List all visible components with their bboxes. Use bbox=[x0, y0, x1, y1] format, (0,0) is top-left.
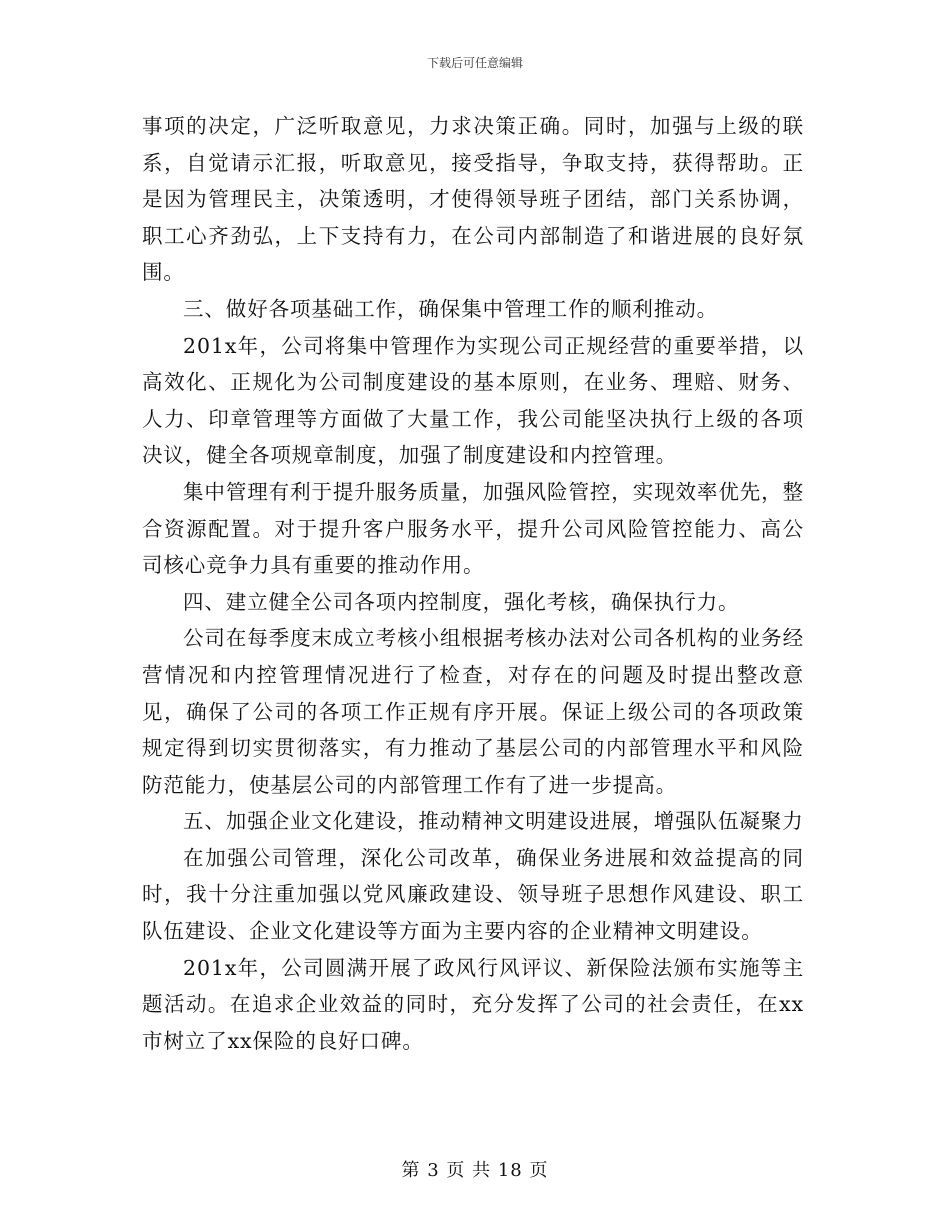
section-heading-4: 四、建立健全公司各项内控制度，强化考核，确保执行力。 bbox=[183, 589, 740, 614]
paragraph: 公司在每季度末成立考核小组根据考核办法对公司各机构的业务经营情况和内控管理情况进行了检查，对存在的问题及时提出整改意见，确保了公司的各项工作正规有序开展。保证上级公司的各项政策规定得到切实贯彻落实，有力推动了基层公司的内部管理水平和风险防范能力，使基层公司的内部管理工作有了进一步提高。 bbox=[142, 626, 804, 797]
paragraph: 集中管理有利于提升服务质量，加强风险管控，实现效率优先，整合资源配置。对于提升客户服务水平，提升公司风险管控能力、高公司核心竞争力具有重要的推动作用。 bbox=[142, 479, 804, 578]
section-heading-3: 三、做好各项基础工作，确保集中管理工作的顺利推动。 bbox=[183, 296, 718, 321]
page-number-footer: 第 3 页 共 18 页 bbox=[401, 1160, 549, 1181]
section-heading-5: 五、加强企业文化建设，推动精神文明建设进展，增强队伍凝聚力 bbox=[183, 809, 804, 834]
document-body bbox=[142, 108, 804, 1059]
paragraph: 在加强公司管理，深化公司改革，确保业务进展和效益提高的同时，我十分注重加强以党风廉政建设、领导班子思想作风建设、职工队伍建设、企业文化建设等方面为主要内容的企业精神文明建设。 bbox=[142, 845, 804, 944]
paragraph: 201x年，公司将集中管理作为实现公司正规经营的重要举措，以高效化、正规化为公司制度建设的基本原则，在业务、理赔、财务、人力、印章管理等方面做了大量工作，我公司能坚决执行上级的各项决议，健全各项规章制度，加强了制度建设和内控管理。 bbox=[142, 333, 804, 468]
paragraph-continuation: 事项的决定，广泛听取意见，力求决策正确。同时，加强与上级的联系，自觉请示汇报，听取意见，接受指导，争取支持，获得帮助。正是因为管理民主，决策透明，才使得领导班子团结，部门关系协调，职工心齐劲弘，上下支持有力，在公司内部制造了和谐进展的良好氛围。 bbox=[142, 114, 804, 285]
page-header: 下载后可任意编辑 bbox=[426, 56, 523, 70]
paragraph: 201x年，公司圆满开展了政风行风评议、新保险法颁布实施等主题活动。在追求企业效益的同时，充分发挥了公司的社会责任，在xx市树立了xx保险的良好口碑。 bbox=[142, 955, 804, 1053]
